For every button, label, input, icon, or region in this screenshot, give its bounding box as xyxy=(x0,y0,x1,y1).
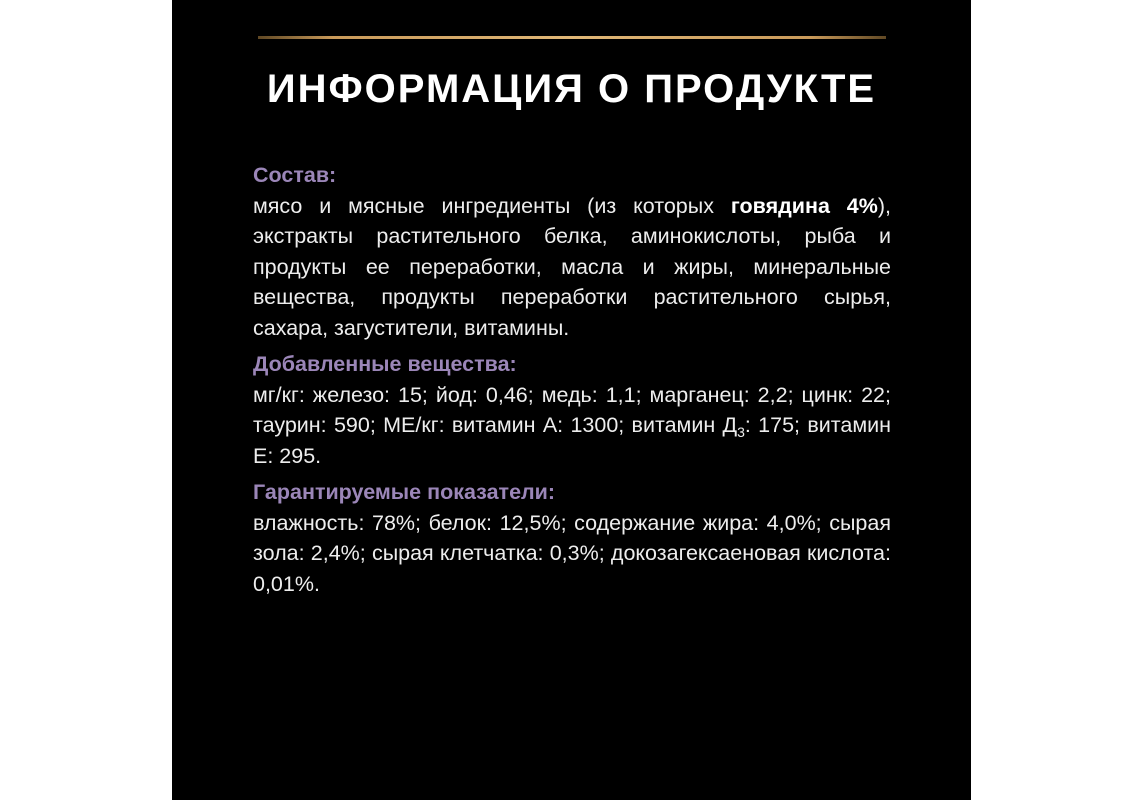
composition-text xyxy=(253,191,891,344)
composition-heading: Состав: xyxy=(253,163,337,187)
additives-section xyxy=(253,349,891,471)
additives-text-before: мг/кг: железо: 15; йод: 0,46; медь: 1,1; марганец: 2,2; цинк: 22; таурин: 590; МЕ/кг: витамин А: 1300; витамин Д xyxy=(253,382,891,437)
vitamin-d-subscript: 3 xyxy=(737,424,745,440)
product-info-panel xyxy=(172,0,971,800)
page-title: ИНФОРМАЦИЯ О ПРОДУКТЕ xyxy=(266,67,877,111)
guaranteed-section xyxy=(253,477,891,599)
gold-divider-line xyxy=(258,36,886,39)
composition-highlight: говядина 4% xyxy=(730,193,878,218)
additives-text xyxy=(253,380,891,472)
composition-text-after: ), экстракты растительного белка, аминокислоты, рыба и продукты ее переработки, масла и жиры, минеральные вещества, продукты переработки растительного сырья, сахара, загустители, витамины. xyxy=(253,193,892,340)
composition-text-before: мясо и мясные ингредиенты (из которых xyxy=(253,193,731,218)
composition-section xyxy=(253,160,891,343)
guaranteed-text: влажность: 78%; белок: 12,5%; содержание жира: 4,0%; сырая зола: 2,4%; сырая клетчатка: 0,3%; докозагексаеновая кислота: 0,01%. xyxy=(253,510,891,596)
additives-heading: Добавленные вещества: xyxy=(253,352,517,376)
additives-text-after: : 175; витамин Е: 295. xyxy=(253,413,891,468)
guaranteed-heading: Гарантируемые показатели: xyxy=(253,480,556,504)
product-info-content xyxy=(253,160,891,599)
